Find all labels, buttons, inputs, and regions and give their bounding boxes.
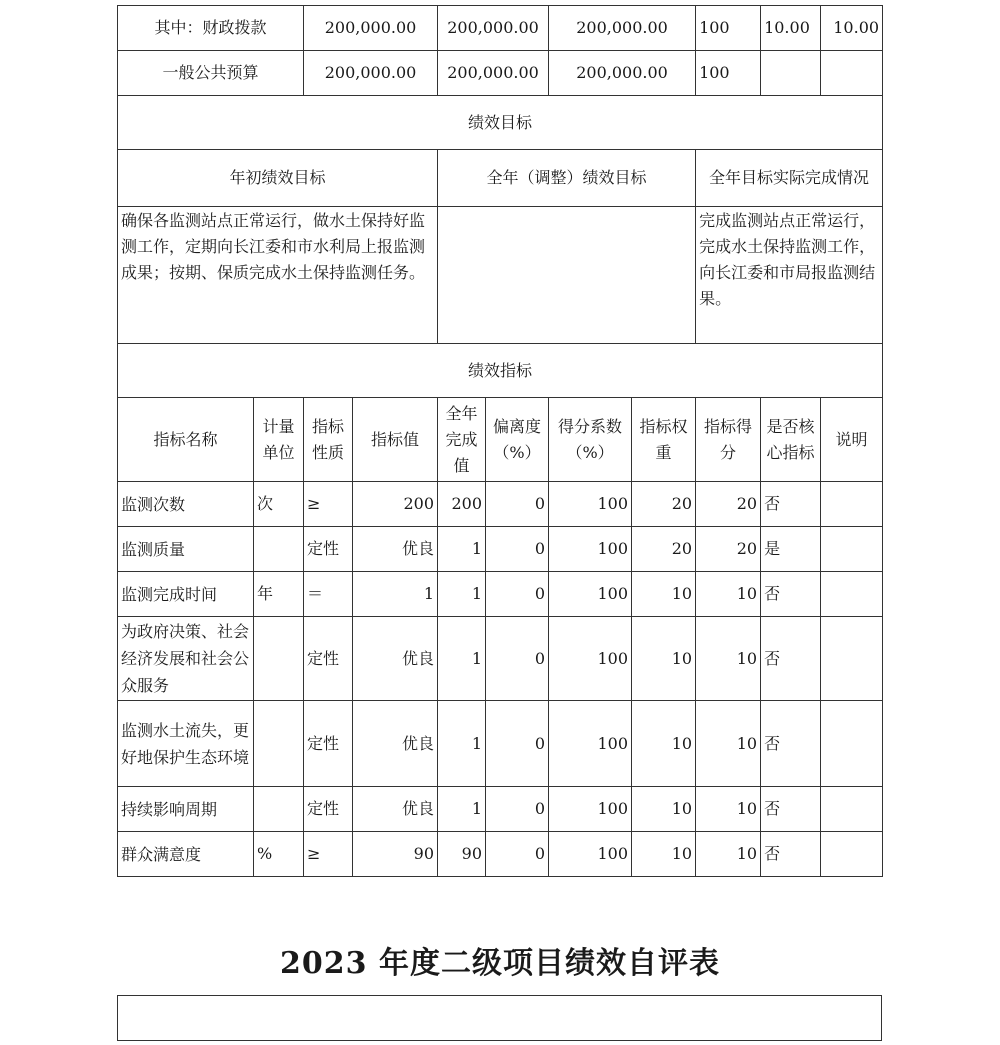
indicator-row	[118, 701, 883, 787]
budget-value-b: 200,000.00	[438, 51, 549, 96]
indicator-value: 200	[353, 482, 438, 527]
indicator-unit	[254, 527, 304, 572]
budget-value-b: 200,000.00	[438, 6, 549, 51]
budget-value-c: 200,000.00	[549, 6, 696, 51]
indicator-core: 否	[761, 617, 821, 701]
indicator-note	[821, 701, 883, 787]
indicator-name: 监测完成时间	[118, 572, 254, 617]
indicators-header-row	[118, 398, 883, 482]
indicator-note	[821, 572, 883, 617]
indicator-coefficient: 100	[549, 617, 632, 701]
indicator-weight: 10	[632, 572, 696, 617]
indicator-deviation: 0	[486, 787, 549, 832]
indicator-coefficient: 100	[549, 527, 632, 572]
header-done: 全年完成值	[438, 398, 486, 482]
indicator-value: 90	[353, 832, 438, 877]
goals-header-row	[118, 150, 883, 207]
indicator-deviation: 0	[486, 701, 549, 787]
indicator-done: 1	[438, 617, 486, 701]
indicator-score: 10	[696, 832, 761, 877]
header-coefficient: 得分系数（%）	[549, 398, 632, 482]
goal-actual-text: 完成监测站点正常运行，完成水土保持监测工作，向长江委和市局报监测结果。	[696, 207, 883, 344]
indicator-deviation: 0	[486, 617, 549, 701]
goal-initial-text: 确保各监测站点正常运行，做水土保持好监测工作，定期向长江委和市水利局上报监测成果；按期、保质完成水土保持监测任务。	[118, 207, 438, 344]
indicator-deviation: 0	[486, 527, 549, 572]
header-value: 指标值	[353, 398, 438, 482]
goal-col-adjusted: 全年（调整）绩效目标	[438, 150, 696, 207]
budget-weight: 10.00	[761, 6, 821, 51]
indicator-row	[118, 832, 883, 877]
indicator-coefficient: 100	[549, 832, 632, 877]
budget-value-a: 200,000.00	[304, 51, 438, 96]
indicator-score: 10	[696, 701, 761, 787]
indicator-unit: 次	[254, 482, 304, 527]
indicator-row	[118, 787, 883, 832]
indicator-value: 优良	[353, 787, 438, 832]
budget-rate: 100	[696, 6, 761, 51]
indicator-deviation: 0	[486, 482, 549, 527]
indicator-nature: 定性	[304, 617, 353, 701]
indicator-score: 10	[696, 617, 761, 701]
indicator-note	[821, 617, 883, 701]
budget-row-general	[118, 51, 883, 96]
indicator-core: 否	[761, 572, 821, 617]
indicator-done: 1	[438, 527, 486, 572]
indicator-coefficient: 100	[549, 701, 632, 787]
indicator-weight: 20	[632, 527, 696, 572]
indicator-done: 1	[438, 701, 486, 787]
indicator-row	[118, 482, 883, 527]
indicator-done: 1	[438, 572, 486, 617]
indicator-nature: 定性	[304, 527, 353, 572]
indicator-unit	[254, 787, 304, 832]
indicator-name: 群众满意度	[118, 832, 254, 877]
indicator-core: 否	[761, 832, 821, 877]
indicator-coefficient: 100	[549, 482, 632, 527]
indicator-name: 监测质量	[118, 527, 254, 572]
indicator-done: 90	[438, 832, 486, 877]
indicator-weight: 10	[632, 617, 696, 701]
indicator-name: 监测水土流失，更好地保护生态环境	[118, 701, 254, 787]
indicator-deviation: 0	[486, 832, 549, 877]
indicator-note	[821, 482, 883, 527]
budget-score	[821, 51, 883, 96]
indicator-nature: 定性	[304, 787, 353, 832]
goal-adjusted-text	[438, 207, 696, 344]
indicator-rows	[118, 482, 883, 877]
header-core: 是否核心指标	[761, 398, 821, 482]
header-unit: 计量单位	[254, 398, 304, 482]
goal-col-actual: 全年目标实际完成情况	[696, 150, 883, 207]
indicator-note	[821, 832, 883, 877]
indicator-nature: ＝	[304, 572, 353, 617]
header-nature: 指标性质	[304, 398, 353, 482]
indicator-weight: 20	[632, 482, 696, 527]
budget-rate: 100	[696, 51, 761, 96]
header-deviation: 偏离度（%）	[486, 398, 549, 482]
budget-weight	[761, 51, 821, 96]
indicator-weight: 10	[632, 701, 696, 787]
header-score: 指标得分	[696, 398, 761, 482]
budget-name: 一般公共预算	[118, 51, 304, 96]
next-page-title: 2023 年度二级项目绩效自评表	[280, 946, 720, 981]
indicator-row	[118, 527, 883, 572]
goals-section-title: 绩效目标	[118, 96, 883, 150]
budget-row-fiscal	[118, 6, 883, 51]
indicator-nature: 定性	[304, 701, 353, 787]
indicator-done: 1	[438, 787, 486, 832]
indicator-name: 持续影响周期	[118, 787, 254, 832]
indicator-note	[821, 787, 883, 832]
indicator-done: 200	[438, 482, 486, 527]
indicator-core: 否	[761, 701, 821, 787]
indicator-value: 1	[353, 572, 438, 617]
indicator-unit: %	[254, 832, 304, 877]
indicator-value: 优良	[353, 617, 438, 701]
indicator-row	[118, 572, 883, 617]
header-indicator-name: 指标名称	[118, 398, 254, 482]
header-weight: 指标权重	[632, 398, 696, 482]
indicator-core: 是	[761, 527, 821, 572]
goals-content-row	[118, 207, 883, 344]
next-page-table-frame	[117, 995, 882, 1041]
indicator-core: 否	[761, 482, 821, 527]
indicator-unit: 年	[254, 572, 304, 617]
indicator-core: 否	[761, 787, 821, 832]
goal-col-initial: 年初绩效目标	[118, 150, 438, 207]
indicator-deviation: 0	[486, 572, 549, 617]
header-note: 说明	[821, 398, 883, 482]
indicators-section-row	[118, 344, 883, 398]
indicator-note	[821, 527, 883, 572]
indicator-weight: 10	[632, 832, 696, 877]
goals-section-row	[118, 96, 883, 150]
indicator-row	[118, 617, 883, 701]
indicator-value: 优良	[353, 701, 438, 787]
indicator-unit	[254, 617, 304, 701]
performance-table	[117, 5, 883, 877]
indicator-score: 10	[696, 572, 761, 617]
indicator-name: 为政府决策、社会经济发展和社会公众服务	[118, 617, 254, 701]
indicator-nature: ≥	[304, 482, 353, 527]
indicator-score: 20	[696, 482, 761, 527]
indicator-score: 20	[696, 527, 761, 572]
budget-score: 10.00	[821, 6, 883, 51]
budget-name: 其中：财政拨款	[118, 6, 304, 51]
budget-value-c: 200,000.00	[549, 51, 696, 96]
indicator-score: 10	[696, 787, 761, 832]
indicator-nature: ≥	[304, 832, 353, 877]
indicator-name: 监测次数	[118, 482, 254, 527]
indicators-section-title: 绩效指标	[118, 344, 883, 398]
indicator-unit	[254, 701, 304, 787]
indicator-coefficient: 100	[549, 572, 632, 617]
indicator-value: 优良	[353, 527, 438, 572]
budget-value-a: 200,000.00	[304, 6, 438, 51]
indicator-weight: 10	[632, 787, 696, 832]
indicator-coefficient: 100	[549, 787, 632, 832]
